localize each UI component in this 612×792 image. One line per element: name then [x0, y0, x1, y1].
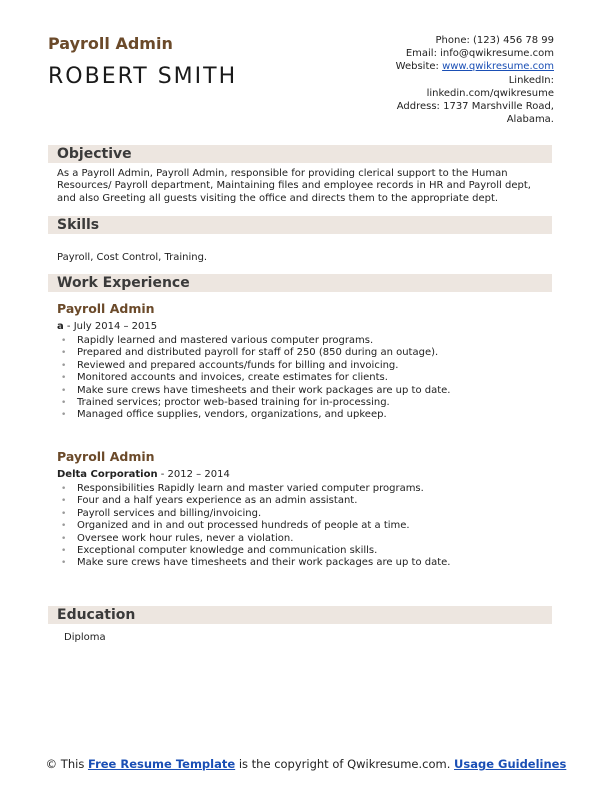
objective-heading-bar [48, 145, 552, 163]
candidate-name: ROBERT SMITH [48, 64, 238, 89]
job-entry [57, 449, 552, 570]
education-heading-bar [48, 606, 552, 624]
skills-text: Payroll, Cost Control, Training. [57, 252, 208, 263]
skills-heading: Skills [57, 217, 100, 233]
objective-section [48, 145, 552, 205]
contact-linkedin-label: LinkedIn: [508, 74, 554, 86]
job-entry [57, 301, 552, 422]
bullet-item: • Make sure crews have timesheets and their work packages are up to date. [57, 557, 552, 569]
contact-email: Email: info@qwikresume.com [405, 48, 554, 60]
education-text: Diploma [64, 632, 106, 643]
experience-heading-bar [48, 274, 552, 292]
experience-section [48, 274, 552, 292]
objective-text: As a Payroll Admin, Payroll Admin, responsible for providing clerical support to the Human Resources/ Payroll department, Maintaining files and employee records in HR and Payroll dept, and also Greeting all guests visiting the office and directs them to the appropriate dept. [57, 168, 531, 204]
footer-middle: is the copyright of Qwikresume.com. [235, 757, 455, 771]
bullet-item: • Prepared and distributed payroll for staff of 250 (850 during an outage). [57, 347, 552, 359]
bullet-item: • Organized and in and out processed hundreds of people at a time. [57, 520, 552, 532]
contact-website-link[interactable]: www.qwikresume.com [442, 61, 554, 73]
bullet-item: • Make sure crews have timesheets and their work packages are up to date. [57, 385, 552, 397]
resume-header [48, 34, 554, 130]
contact-website-row [304, 60, 554, 73]
contact-block [304, 34, 554, 126]
copyright-footer [0, 757, 612, 771]
job-entry-bullets [57, 335, 552, 422]
bullet-item: • Four and a half years experience as an admin assistant. [57, 495, 552, 507]
bullet-item: • Trained services; proctor web-based training for in-processing. [57, 397, 552, 409]
contact-address-line2: Alabama. [506, 114, 554, 126]
job-entry-title: Payroll Admin [57, 449, 155, 464]
bullet-item: • Managed office supplies, vendors, organizations, and upkeep. [57, 409, 552, 421]
job-entry-dates: - July 2014 – 2015 [63, 321, 158, 332]
education-heading: Education [57, 607, 136, 623]
skills-heading-bar [48, 216, 552, 234]
bullet-item: • Reviewed and prepared accounts/funds for billing and invoicing. [57, 360, 552, 372]
contact-website-label: Website: [395, 61, 439, 73]
contact-linkedin: linkedin.com/qwikresume [426, 87, 554, 99]
contact-phone: Phone: (123) 456 78 99 [435, 35, 554, 46]
education-section [48, 606, 552, 644]
bullet-item: • Responsibilities Rapidly learn and master varied computer programs. [57, 483, 552, 495]
contact-address-line1: Address: 1737 Marshville Road, [396, 101, 554, 113]
free-resume-template-link[interactable]: Free Resume Template [87, 757, 236, 771]
bullet-item: • Payroll services and billing/invoicing. [57, 508, 552, 520]
bullet-item: • Monitored accounts and invoices, create estimates for clients. [57, 372, 552, 384]
skills-section [48, 216, 552, 264]
bullet-item: • Oversee work hour rules, never a violation. [57, 533, 552, 545]
footer-prefix: © This [45, 757, 88, 771]
job-entry-company: Delta Corporation [57, 469, 158, 480]
job-entry-bullets [57, 483, 552, 570]
usage-guidelines-link[interactable]: Usage Guidelines [454, 757, 567, 771]
job-title: Payroll Admin [48, 34, 173, 53]
experience-heading: Work Experience [57, 275, 190, 291]
job-entry-company-line [57, 469, 552, 480]
job-entry-company-line [57, 321, 552, 332]
bullet-item: • Rapidly learned and mastered various computer programs. [57, 335, 552, 347]
objective-heading: Objective [57, 146, 132, 162]
job-entry-dates: - 2012 – 2014 [157, 469, 230, 480]
job-entry-title: Payroll Admin [57, 301, 155, 316]
job-entry-company: a [57, 321, 64, 332]
bullet-item: • Exceptional computer knowledge and communication skills. [57, 545, 552, 557]
